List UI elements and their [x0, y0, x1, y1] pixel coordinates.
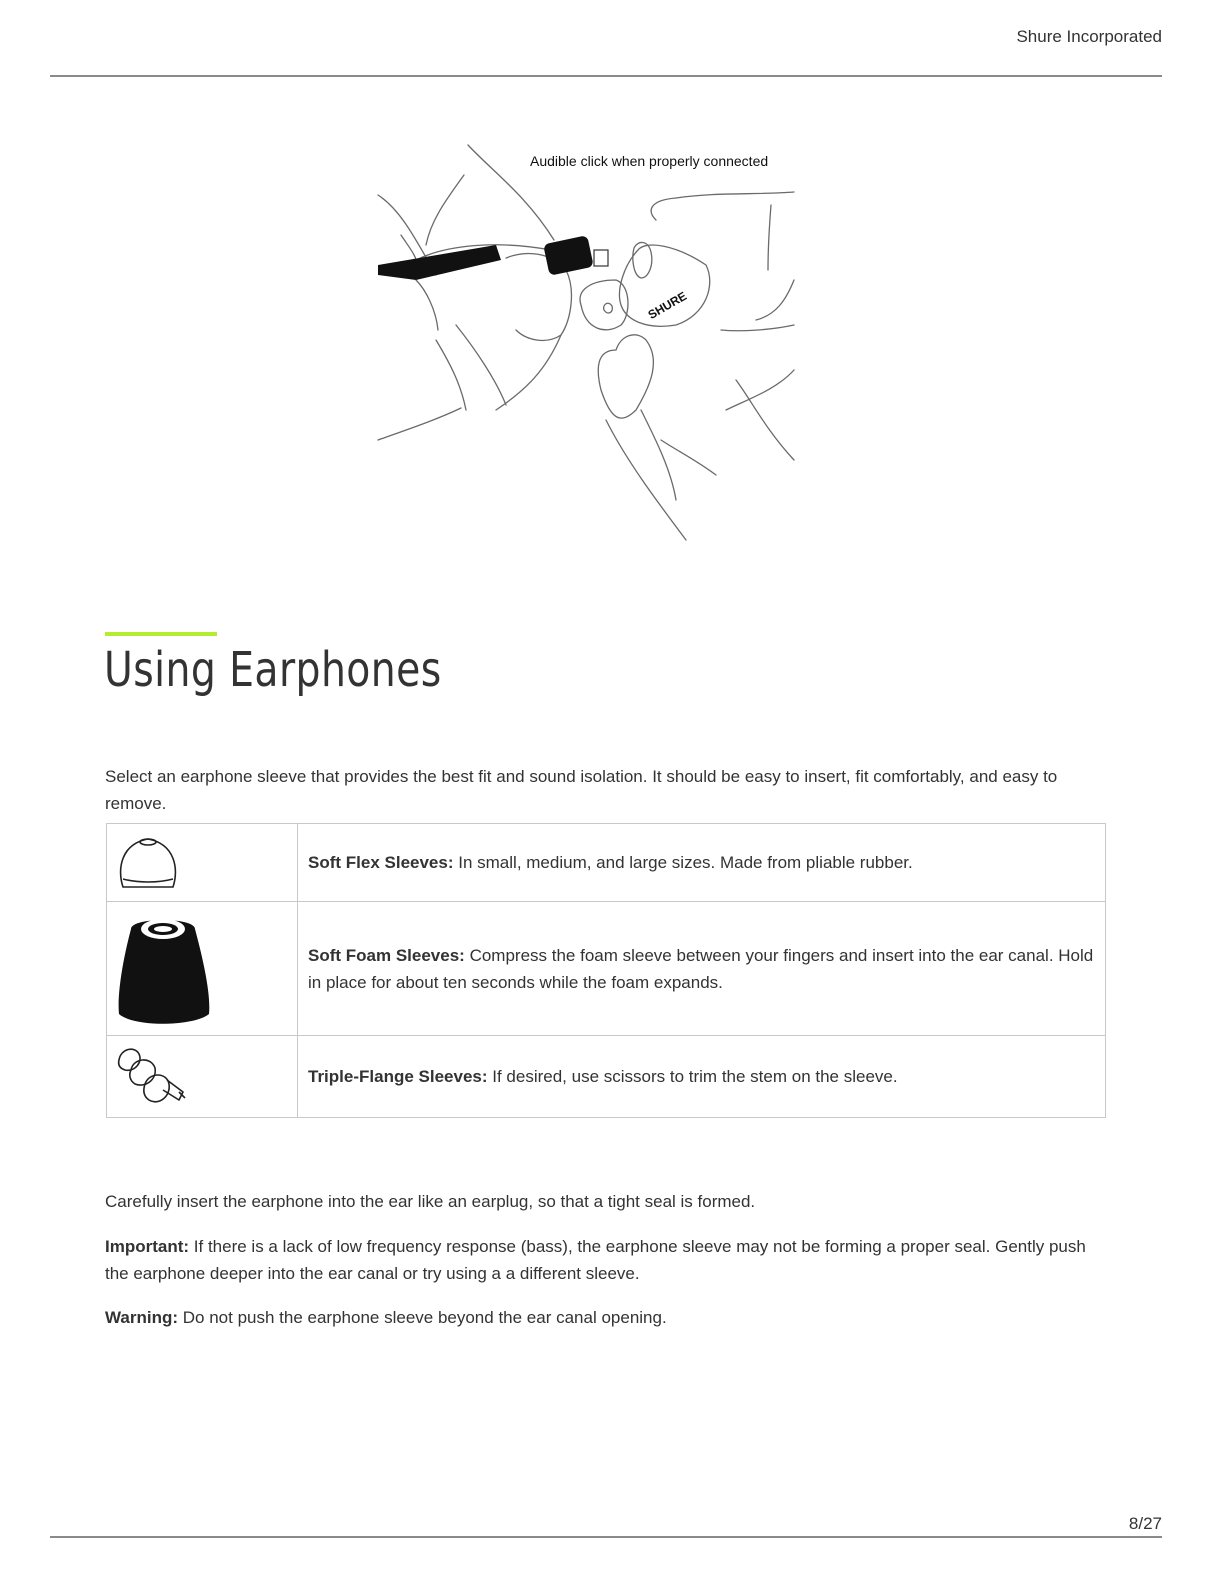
intro-paragraph: Select an earphone sleeve that provides the best fit and sound isolation. It should be easy to insert, fit comfortably, and easy to remove. [105, 767, 1058, 813]
section-accent-bar [105, 632, 217, 636]
sleeve-name: Triple-Flange Sleeves: [308, 1067, 488, 1086]
cable-connection-illustration [376, 140, 796, 545]
important-text: If there is a lack of low frequency response (bass), the earphone sleeve may not be forming a proper seal. Gently push the earphone deeper into the ear canal or try using a a different sleeve. [105, 1237, 1086, 1283]
insert-instruction: Carefully insert the earphone into the ear like an earplug, so that a tight seal is formed. [105, 1192, 756, 1211]
sleeve-image-cell [107, 902, 298, 1036]
figure-caption: Audible click when properly connected [530, 153, 769, 169]
sleeve-image-cell [107, 1036, 298, 1118]
table-row [107, 1036, 1106, 1118]
header-rule [50, 75, 1162, 77]
sleeve-table [106, 823, 1106, 1118]
table-row [107, 902, 1106, 1036]
soft-foam-sleeve-icon [113, 909, 213, 1029]
sleeve-description [298, 1036, 1106, 1118]
sleeve-image-cell [107, 824, 298, 902]
sleeve-text: In small, medium, and large sizes. Made from pliable rubber. [458, 853, 913, 872]
warning-label: Warning: [105, 1308, 179, 1327]
warning-text: Do not push the earphone sleeve beyond the ear canal opening. [182, 1308, 667, 1327]
important-label: Important: [105, 1237, 190, 1256]
header-company-name: Shure Incorporated [1016, 27, 1162, 46]
table-row [107, 824, 1106, 902]
section-title: Using Earphones [104, 642, 442, 698]
sleeve-name: Soft Foam Sleeves: [308, 945, 465, 965]
sleeve-description [298, 902, 1106, 1036]
page-number: 8/27 [1128, 1514, 1162, 1533]
sleeve-text: If desired, use scissors to trim the stem on the sleeve. [492, 1067, 898, 1086]
soft-flex-sleeve-icon [113, 829, 183, 897]
sleeve-text: Compress the foam sleeve between your fingers and insert into the ear canal. Hold in place for about ten seconds while the foam expands. [308, 945, 1094, 992]
sleeve-name: Soft Flex Sleeves: [308, 853, 454, 872]
sleeve-description [298, 824, 1106, 902]
shure-logo: SHURE [645, 288, 690, 322]
triple-flange-sleeve-icon [113, 1040, 193, 1114]
important-note [105, 1233, 1110, 1287]
footer-rule [50, 1536, 1162, 1538]
warning-note [105, 1304, 1110, 1331]
